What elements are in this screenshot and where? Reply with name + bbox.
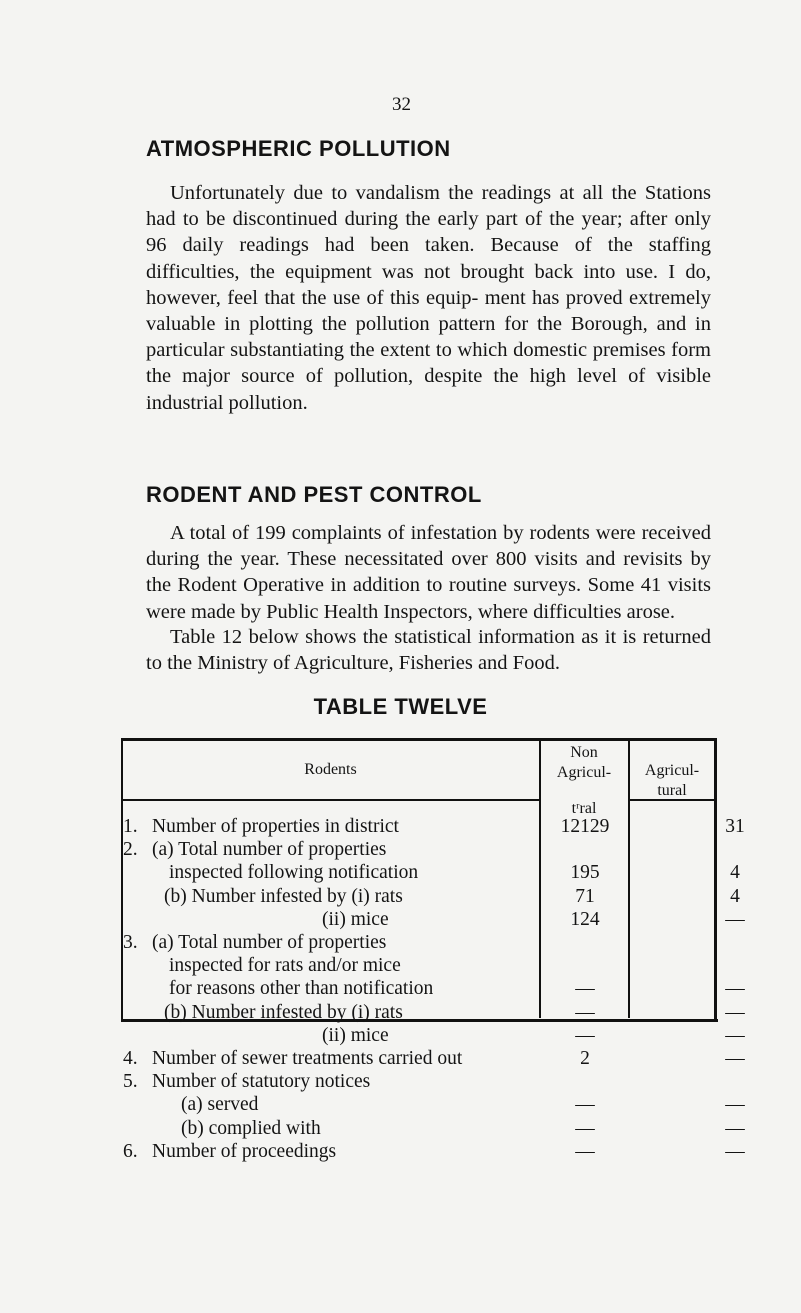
row-description: (ii) mice: [322, 1024, 389, 1046]
row-value-agricultural: —: [725, 978, 745, 1000]
table-row: [123, 1140, 745, 1164]
section-heading-rodent-pest-control: RODENT AND PEST CONTROL: [146, 482, 482, 507]
section-heading-atmospheric-pollution: ATMOSPHERIC POLLUTION: [146, 136, 451, 161]
row-number: 2.: [123, 839, 138, 861]
row-value-non-agricultural: 195: [570, 862, 600, 884]
header-agri-line: Agricul-: [644, 762, 700, 779]
row-description: for reasons other than notification: [169, 978, 434, 1000]
header-rodents: Rodents: [304, 761, 357, 778]
header-non-agri-line: tʳral: [571, 800, 597, 817]
row-value-agricultural: 4: [730, 862, 740, 884]
row-number: 5.: [123, 1071, 138, 1093]
row-value-non-agricultural: —: [575, 1094, 595, 1116]
table-row: [123, 1117, 745, 1141]
table-title: TABLE TWELVE: [313, 694, 488, 719]
row-description: (a) Total number of properties: [152, 839, 387, 861]
row-description: (b) complied with: [181, 1117, 321, 1139]
row-number: 6.: [123, 1140, 138, 1162]
header-agri-line: tural: [657, 782, 687, 799]
table-row: [123, 977, 745, 1001]
row-value-non-agricultural: —: [575, 1001, 595, 1023]
row-value-non-agricultural: —: [575, 1117, 595, 1139]
row-description: (b) Number infested by (i) rats: [164, 885, 403, 907]
row-description: Number of sewer treatments carried out: [152, 1048, 463, 1069]
row-value-agricultural: —: [725, 1140, 745, 1162]
row-value-agricultural: —: [725, 908, 745, 930]
table-row: [123, 954, 713, 978]
row-description: Number of proceedings: [152, 1140, 337, 1162]
table-row: [123, 1001, 745, 1025]
row-value-agricultural: —: [725, 1024, 745, 1046]
row-description: (a) served: [181, 1094, 259, 1116]
row-value-non-agricultural: —: [575, 1140, 595, 1162]
row-description: inspected following notification: [169, 862, 419, 884]
row-value-agricultural: 31: [725, 816, 745, 837]
table-row: [123, 1070, 713, 1094]
paragraph-table-reference: Table 12 below shows the statistical information as it is returned to the Ministry of Agriculture, Fisheries and Food.: [146, 626, 711, 675]
row-value-agricultural: 4: [730, 885, 740, 907]
row-number: 1.: [123, 816, 138, 837]
table-row: [123, 838, 713, 862]
row-value-non-agricultural: 124: [570, 908, 600, 930]
table-top-rule: [121, 738, 714, 741]
row-value-non-agricultural: 2: [580, 1048, 590, 1069]
table-row: [123, 861, 740, 885]
table-row: [123, 931, 713, 955]
row-value-agricultural: —: [725, 1048, 745, 1069]
header-non-agricultural: [540, 743, 628, 819]
header-non-agri-line: Agricul-: [556, 764, 612, 781]
table-row: [123, 815, 745, 839]
header-non-agri-line: Non: [570, 744, 598, 761]
row-value-agricultural: —: [725, 1094, 745, 1116]
row-value-non-agricultural: —: [575, 1024, 595, 1046]
table-row: [123, 908, 745, 932]
row-value-agricultural: —: [725, 1117, 745, 1139]
row-value-non-agricultural: 71: [575, 885, 595, 907]
row-description: (a) Total number of properties: [152, 932, 387, 953]
row-value-non-agricultural: —: [575, 978, 595, 1000]
row-description: inspected for rats and/or mice: [169, 955, 401, 977]
table-header-rule: [121, 799, 539, 801]
header-agricultural: [630, 761, 714, 801]
row-description: Number of statutory notices: [152, 1071, 371, 1093]
row-number: 4.: [123, 1048, 138, 1069]
row-value-agricultural: —: [725, 1001, 745, 1023]
page-number: 32: [392, 94, 411, 115]
row-description: Number of properties in district: [152, 816, 399, 837]
table-row: [123, 1047, 745, 1071]
table-row: [123, 1024, 745, 1048]
row-description: (b) Number infested by (i) rats: [164, 1001, 403, 1023]
table-row: [123, 1093, 745, 1117]
row-description: (ii) mice: [322, 908, 389, 930]
row-number: 3.: [123, 932, 138, 953]
paragraph-atmospheric-pollution: Unfortunately due to vandalism the readings at all the Stations had to be discontinued during the early part of the year; after only 96 daily readings had been taken. Because of the staffing difficulties, the equipment was not brought back into use. I do, however, feel that the use of this equip- ment has proved extremely valuable in plotting the pollution pattern for the Borough, and in particular substantiating the extent to which domestic premises form the major source of pollution, despite the high level of visible industrial pollution.: [146, 182, 711, 414]
table-row: [123, 885, 740, 909]
paragraph-rodent-complaints: A total of 199 complaints of infestation by rodents were received during the year. These necessitated over 800 visits and revisits by the Rodent Operative in addition to routine surveys. Some 41 visits were made by Public Health Inspectors, where difficulties arose.: [146, 522, 711, 623]
row-value-non-agricultural: 12129: [560, 816, 610, 837]
